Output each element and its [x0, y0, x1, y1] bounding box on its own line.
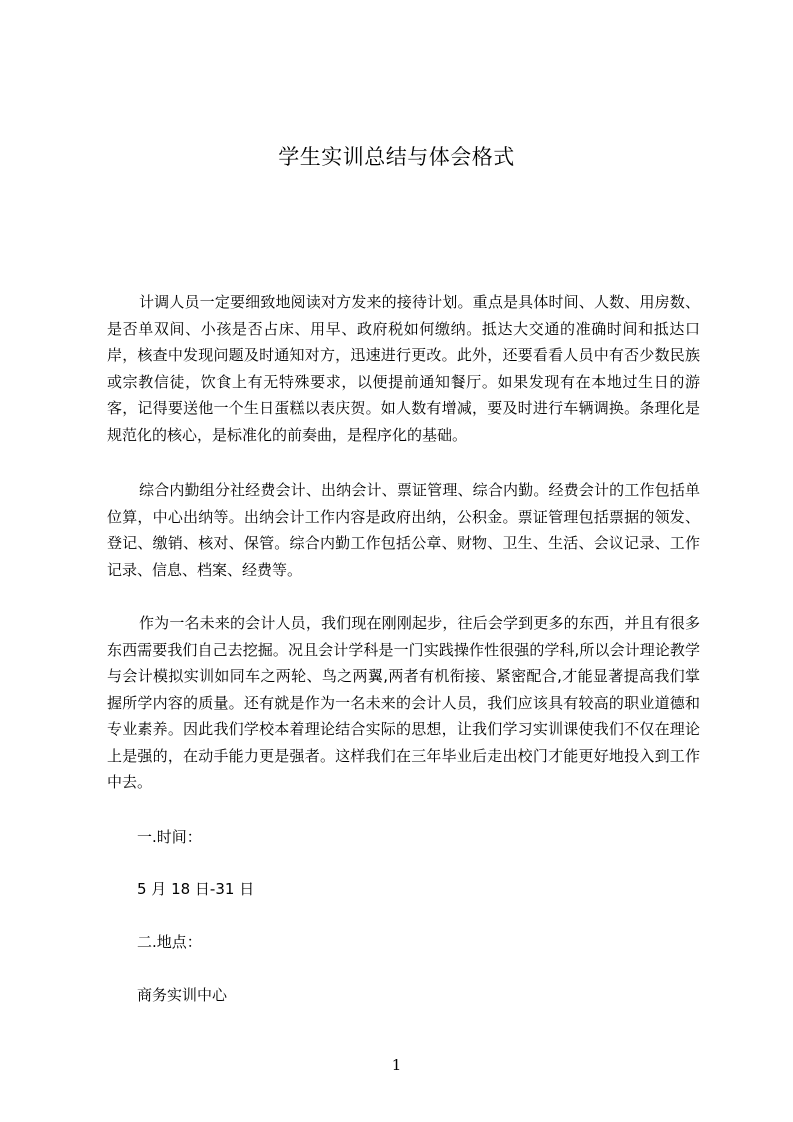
- paragraph-reception-plan: 计调人员一定要细致地阅读对方发来的接待计划。重点是具体时间、人数、用房数、是否单双间、小孩是否占床、用早、政府税如何缴纳。抵达大交通的准确时间和抵达口岸，核查中发现问题及时通知对方，迅速进行更改。此外，还要看看人员中有否少数民族或宗教信徒，饮食上有无特殊要求，以便提前通知餐厅。如果发现有在本地过生日的游客，记得要送他一个生日蛋糕以表庆贺。如人数有增减，要及时进行车辆调换。条理化是规范化的核心，是标准化的前奏曲，是程序化的基础。: [107, 293, 700, 444]
- place-heading: 二.地点：: [137, 933, 202, 951]
- time-heading: 一.时间：: [137, 828, 202, 846]
- place-value: 商务实训中心: [137, 986, 228, 1004]
- time-value: 5 月 18 日-31 日: [137, 880, 255, 898]
- document-title: 学生实训总结与体会格式: [278, 145, 515, 169]
- paragraph-accounting-reflection: 作为一名未来的会计人员，我们现在刚刚起步，往后会学到更多的东西，并且有很多东西需要我们自己去挖掘。况且会计学科是一门实践操作性很强的学科,所以会计理论教学与会计模拟实训如同车之两轮、鸟之两翼,两者有机衔接、紧密配合,才能显著提高我们掌握所学内容的质量。还有就是作为一名未来的会计人员，我们应该具有较高的职业道德和专业素养。因此我们学校本着理论结合实际的思想，让我们学习实训课使我们不仅在理论上是强的，在动手能力更是强者。这样我们在三年毕业后走出校门才能更好地投入到工作中去。: [107, 614, 700, 791]
- paragraph-internal-affairs: 综合内勤组分社经费会计、出纳会计、票证管理、综合内勤。经费会计的工作包括单位算，中心出纳等。出纳会计工作内容是政府出纳，公积金。票证管理包括票据的领发、登记、缴销、核对、保管。综合内勤工作包括公章、财物、卫生、生活、会议记录、工作记录、信息、档案、经费等。: [107, 481, 700, 579]
- page-number: 1: [391, 1056, 402, 1074]
